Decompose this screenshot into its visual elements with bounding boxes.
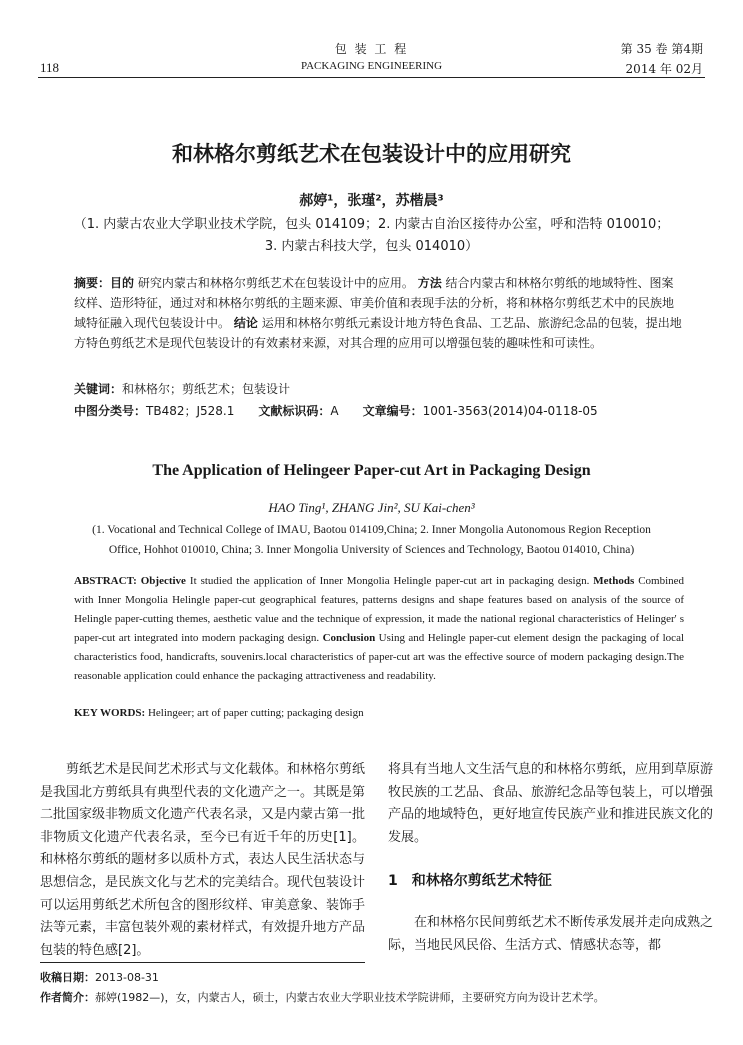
keywords-label: 关键词： [74, 382, 123, 396]
methods-en-text: Combined with Inner Mongolia Helingle paper-cut geographical features, patterns designs and shape features based on analysis of the source of Helingle paper-cutting themes, aesthetic value and the technique of expression, it made the national regional characteristics of Helinger' s paper-cut art integrated into modern packaging design. [74, 575, 685, 644]
body-right-paragraph-1: 将具有当地人文生活气息的和林格尔剪纸，应用到草原游牧民族的工艺品、食品、旅游纪念品等包装上，可以增强产品的地域特色，更好地宣传民族产业和推进民族文化的发展。 [388, 762, 714, 845]
methods-en-label: Methods [593, 575, 635, 587]
abstract-cn [74, 273, 684, 353]
conclusion-text: 运用和林格尔剪纸元素设计地方特色食品、工艺品、旅游纪念品的包装，提出地方特色剪纸艺术是现代包装设计的有效素材来源，对其合理的应用可以增强包装的趣味性和可读性。 [74, 316, 682, 350]
body-left-paragraph: 剪纸艺术是民间艺术形式与文化载体。和林格尔剪纸是我国北方剪纸具有典型代表的文化遗产之一。其既是第二批国家级非物质文化遗产代表名录，又是内蒙古第一批非物质文化遗产代表名录，至今已有近千年的历史[1]。和林格尔剪纸的题材多以质朴方式，表达人民生活状态与思想信念，是民族文化与艺术的完美结合。现代包装设计可以运用剪纸艺术所包含的图形纹样、审美意象、装饰手法等元素，丰富包装外观的素材样式，有效提升地方产品包装的特色感[2]。 [40, 762, 366, 958]
conclusion-en-label: Conclusion [322, 632, 376, 644]
author-bio [40, 989, 605, 1005]
affiliation-en-line: (1. Vocational and Technical College of IMAU, Baotou 014109,China; 2. Inner Mongolia Autonomous Region Reception [92, 524, 651, 536]
methods-label: 方法 [417, 276, 442, 290]
bio-label: 作者简介： [40, 991, 95, 1004]
journal-name-en: PACKAGING ENGINEERING [300, 60, 443, 72]
affiliation-cn-line: （1. 内蒙古农业大学职业技术学院，包头 014109；2. 内蒙古自治区接待办公室，呼和浩特 010010； [73, 217, 670, 232]
received-date [40, 969, 159, 985]
paper-title-cn: 和林格尔剪纸艺术在包装设计中的应用研究 [172, 142, 571, 166]
paper-title-en: The Application of Helingeer Paper-cut Art in Packaging Design [152, 462, 591, 479]
affiliation-en-line: Office, Hohhot 010010, China; 3. Inner Mongolia University of Sciences and Technology, Baotou 014010, China) [108, 544, 635, 556]
journal-name-cn: 包 装 工 程 [334, 42, 409, 56]
publication-date: 2014 年 02月 [625, 62, 703, 76]
classification-line [74, 402, 598, 419]
affiliation-cn-line: 3. 内蒙古科技大学，包头 014010） [264, 239, 479, 254]
article-number-label: 文章编号： [362, 404, 423, 418]
objective-en-label: Objective [140, 575, 186, 587]
article-number-value: 1001-3563(2014)04-0118-05 [422, 404, 598, 418]
objective-label: 目的 [110, 276, 135, 290]
doc-code-value: A [330, 404, 339, 418]
objective-en-text: It studied the application of Inner Mongolia Helingle paper-cut art in packaging design. [189, 575, 590, 587]
clc-value: TB482；J528.1 [146, 404, 235, 418]
abstract-en [74, 572, 684, 686]
methods-text: 结合内蒙古和林格尔剪纸的地域特性、图案纹样、造形特征，通过对和林格尔剪纸的主题来源、审美价值和表现手法的分析，将和林格尔剪纸艺术中的民族地域特征融入现代包装设计中。 [74, 276, 675, 330]
keywords-en [74, 707, 364, 719]
objective-text: 研究内蒙古和林格尔剪纸艺术在包装设计中的应用。 [137, 276, 414, 290]
clc-label: 中图分类号： [74, 404, 147, 418]
keywords-en-label: KEY WORDS: [74, 707, 146, 719]
received-value: 2013-08-31 [95, 971, 159, 984]
received-label: 收稿日期： [40, 971, 95, 984]
page-number: 118 [40, 60, 60, 75]
doc-code-label: 文献标识码： [258, 404, 331, 418]
authors-en: HAO Ting¹, ZHANG Jin², SU Kai-chen³ [268, 500, 475, 515]
body-right-paragraph-2: 在和林格尔民间剪纸艺术不断传承发展并走向成熟之际，当地民风民俗、生活方式、情感状态等，都 [388, 915, 714, 953]
keywords-cn [74, 380, 290, 397]
conclusion-label: 结论 [233, 316, 258, 330]
keywords-value: 和林格尔；剪纸艺术；包装设计 [122, 382, 291, 396]
conclusion-en-text: Using and Helingle paper-cut element design the packaging of local characteristics food, handicrafts, souvenirs.local characteristics of paper-cut art was the effective source of modern packaging design.The reasonable application could enhance the packaging attractiveness and readability. [74, 632, 685, 682]
footnote-rule [40, 962, 365, 963]
keywords-en-value: Helingeer; art of paper cutting; packaging design [147, 707, 364, 719]
abstract-label: 摘要： [74, 276, 111, 290]
authors-cn: 郝婷¹，张瑾²，苏楷晨³ [299, 193, 444, 209]
bio-value: 郝婷(1982—)，女，内蒙古人，硕士，内蒙古农业大学职业技术学院讲师，主要研究方向为设计艺术学。 [95, 991, 605, 1004]
volume-issue: 第 35 卷 第4期 [620, 42, 703, 56]
abstract-en-label: ABSTRACT: [74, 575, 137, 587]
header-rule [38, 77, 705, 78]
section-heading: 1 和林格尔剪纸艺术特征 [388, 873, 552, 889]
